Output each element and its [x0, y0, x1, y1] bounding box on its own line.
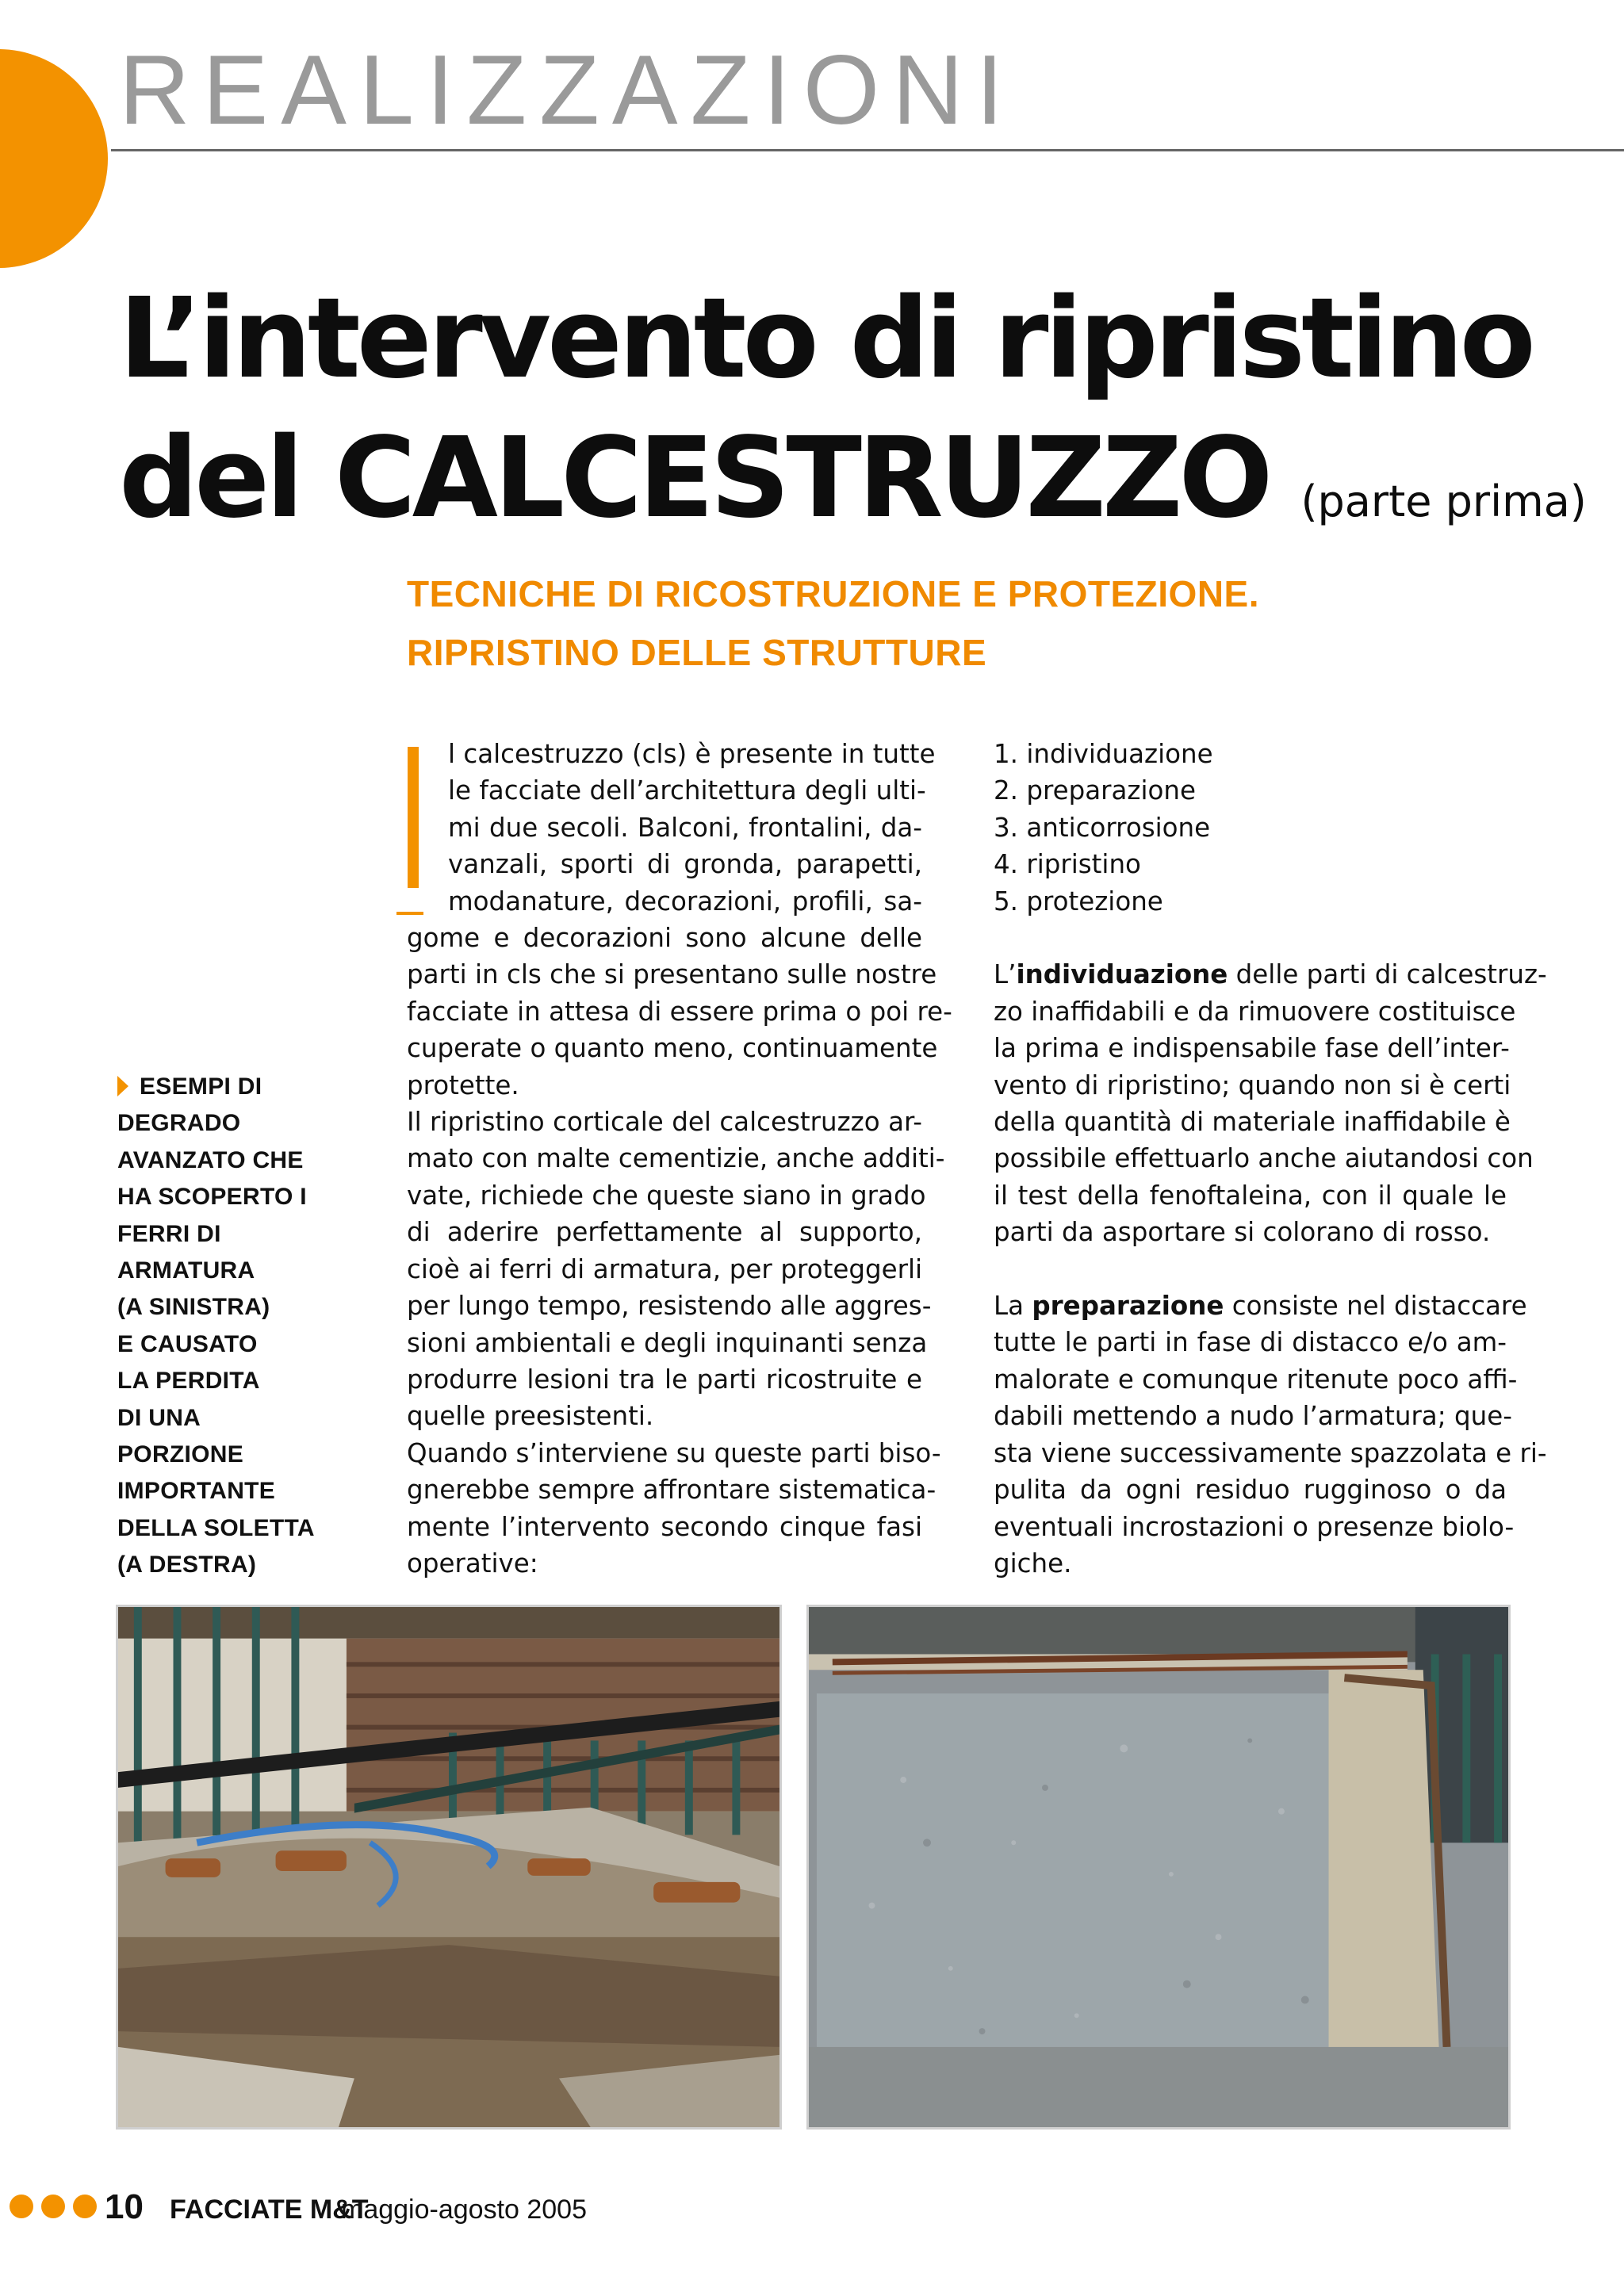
caption-line: DEGRADO: [117, 1110, 241, 1137]
body-text-line: mente l’intervento secondo cinque fasi: [407, 1511, 922, 1542]
body-text-line: dabili mettendo a nudo l’armatura; que-: [994, 1401, 1512, 1432]
body-text-line: possibile effettuarlo anche aiutandosi con: [994, 1143, 1534, 1174]
body-text-line: mi due secoli. Balconi, frontalini, da-: [448, 812, 922, 843]
page-footer: [0, 2185, 1624, 2233]
body-text-line: produrre lesioni tra le parti ricostruite e: [407, 1364, 922, 1395]
article-kicker: [407, 564, 1259, 682]
body-text-line: malorate e comunque ritenute poco affi-: [994, 1364, 1518, 1395]
body-text-line: di aderire perfettamente al supporto,: [407, 1217, 922, 1248]
body-text-line: sioni ambientali e degli inquinanti senza: [407, 1327, 928, 1358]
body-text-line: modanature, decorazioni, profili, sa-: [448, 886, 922, 916]
body-text-line: protette.: [407, 1070, 519, 1100]
caption-line: FERRI DI: [117, 1220, 221, 1247]
keyword-highlight: individuazione: [1016, 959, 1228, 990]
body-text-line: tutte le parti in fase di distacco e/o am-: [994, 1327, 1507, 1358]
caption-line: HA SCOPERTO I: [117, 1184, 307, 1211]
body-text-line: il test della fenoftaleina, con il quale le: [994, 1180, 1507, 1211]
body-text-line: parti da asportare si colorano di rosso.: [994, 1217, 1491, 1248]
phase-list-item: 4. ripristino: [994, 849, 1141, 880]
caption-line: LA PERDITA: [117, 1368, 260, 1395]
photo-degraded-railing-image: [118, 1607, 779, 2127]
caption-line: AVANZATO CHE: [117, 1146, 304, 1173]
phase-list-item: 5. protezione: [994, 886, 1163, 916]
body-text-line: cuperate o quanto meno, continuamente: [407, 1033, 938, 1064]
phase-list-item: 3. anticorrosione: [994, 812, 1211, 843]
body-text-line: l calcestruzzo (cls) è presente in tutte: [448, 739, 936, 769]
body-text-line: gnerebbe sempre affrontare sistematica-: [407, 1475, 936, 1506]
body-text-line: la prima e indispensabile fase dell’inter-: [994, 1033, 1510, 1064]
body-text-line: La preparazione consiste nel distaccare: [994, 1291, 1527, 1322]
caption-line: E CAUSATO: [117, 1330, 258, 1357]
body-text-line: cioè ai ferri di armatura, per proteggerli: [407, 1253, 922, 1284]
paragraph-gap: [994, 920, 1507, 956]
kicker-line-2: RIPRISTINO DELLE STRUTTURE: [407, 632, 987, 673]
header-rule: [111, 149, 1624, 151]
body-text-line: mato con malte cementizie, anche additi-: [407, 1143, 945, 1174]
footer-dot-icon: [41, 2195, 65, 2218]
title-line-2-text: del CALCESTRUZZO: [119, 414, 1270, 543]
photo-damaged-slab: [806, 1605, 1511, 2130]
title-line-2: [119, 409, 1587, 572]
body-text-line: sta viene successivamente spazzolata e ri-: [994, 1437, 1547, 1468]
body-text-line: gome e decorazioni sono alcune delle: [407, 923, 922, 954]
body-text-line: parti in cls che si presentano sulle nostre: [407, 959, 937, 990]
keyword-highlight: preparazione: [1032, 1291, 1224, 1322]
body-text-line: L’individuazione delle parti di calcestruz-: [994, 959, 1547, 990]
page-number: 10: [105, 2187, 144, 2226]
body-text-line: eventuali incrostazioni o presenze biolo-: [994, 1511, 1515, 1542]
caption-line: (A DESTRA): [117, 1552, 257, 1578]
article-subtitle: (parte prima): [1300, 476, 1587, 526]
caption-line: ESEMPI DI: [117, 1069, 355, 1105]
photo-degraded-railing: [116, 1605, 782, 2130]
body-text-line: operative:: [407, 1548, 538, 1578]
body-text-line: zo inaffidabili e da rimuovere costituisce: [994, 996, 1516, 1027]
caption-line: DELLA SOLETTA: [117, 1514, 315, 1541]
photo-damaged-slab-image: [809, 1607, 1508, 2127]
article-title: [119, 270, 1587, 572]
section-label: REALIZZAZIONI: [119, 36, 1017, 145]
body-text-line: vate, richiede che queste siano in grado: [407, 1180, 926, 1211]
body-text-line: Il ripristino corticale del calcestruzzo ar-: [407, 1107, 922, 1138]
caption-line: (A SINISTRA): [117, 1294, 270, 1321]
footer-dot-icon: [10, 2195, 33, 2218]
body-text-line: le facciate dell’architettura degli ulti-: [448, 775, 926, 806]
kicker-line-1: TECNICHE DI RICOSTRUZIONE E PROTEZIONE.: [407, 573, 1260, 614]
caption-line: IMPORTANTE: [117, 1478, 276, 1505]
body-text-line: vanzali, sporti di gronda, parapetti,: [448, 849, 922, 880]
caption-line: ARMATURA: [117, 1257, 255, 1284]
publication-name: FACCIATE M&T: [170, 2195, 369, 2225]
body-text-line: quelle preesistenti.: [407, 1401, 654, 1432]
photo-caption: [117, 1069, 355, 1584]
body-text-line: facciate in attesa di essere prima o poi re-: [407, 996, 952, 1027]
paragraph-gap: [994, 1251, 1507, 1288]
body-column-1: [407, 736, 952, 1582]
body-text-line: della quantità di materiale inaffidabile è: [994, 1107, 1511, 1138]
caption-triangle-icon: [117, 1076, 128, 1096]
body-text-line: pulita da ogni residuo rugginoso o da: [994, 1475, 1507, 1506]
body-column-2: [994, 736, 1547, 1582]
body-text-line: vento di ripristino; quando non si è certi: [994, 1070, 1511, 1100]
orange-circle-decoration: [0, 49, 108, 268]
footer-dot-icon: [73, 2195, 97, 2218]
issue-date: maggio-agosto 2005: [341, 2195, 588, 2225]
title-line-1: L’intervento di ripristino: [119, 274, 1532, 404]
caption-line: PORZIONE: [117, 1441, 244, 1468]
body-text-line: per lungo tempo, resistendo alle aggres-: [407, 1291, 932, 1322]
phase-list-item: 1. individuazione: [994, 739, 1213, 769]
phase-list-item: 2. preparazione: [994, 775, 1197, 806]
body-text-line: giche.: [994, 1548, 1072, 1578]
body-text-line: Quando s’interviene su queste parti biso-: [407, 1437, 941, 1468]
caption-line: DI UNA: [117, 1404, 201, 1431]
